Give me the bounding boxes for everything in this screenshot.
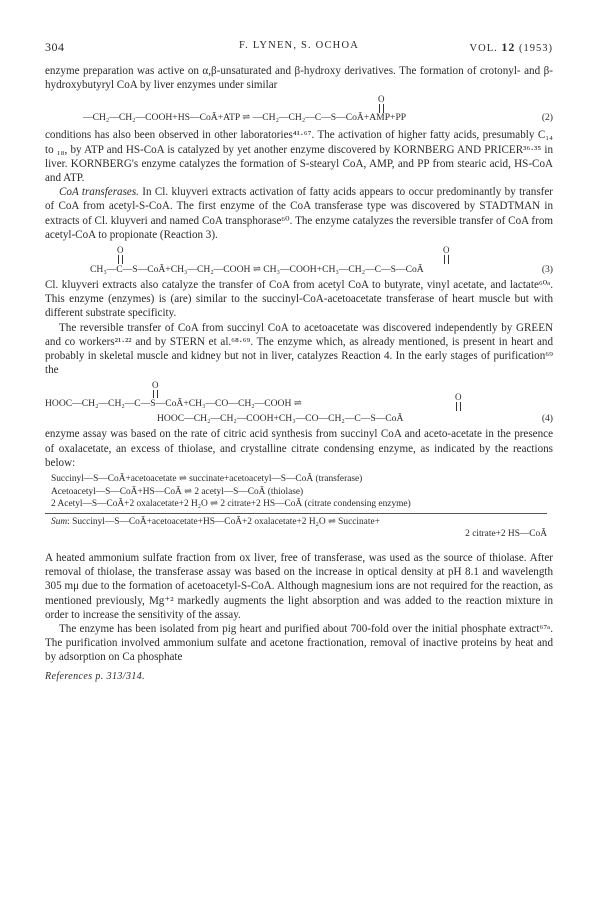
- equation-4-line-1: HOOC—CH₂—CH₂—C—S—CoÃ+CH₃—CO—CH₂—COOH ⇌: [45, 398, 302, 410]
- carbonyl-oxygen-right: O: [455, 392, 462, 403]
- sum-divider: [45, 513, 547, 514]
- equation-2: [45, 94, 553, 128]
- paragraph-2: conditions has also been observed in other laboratories⁴¹·⁶⁷. The activation of higher fatty acids, presumably C₁₄ to ₁₈, by ATP and HS-CoA is catalyzed by yet another enzyme discovered by KORNBERG AND PRICER³⁶·³⁵ in liver. KORNBERG's enzyme catalyzes the formation of S-stearyl CoA, AMP, and PP from stearic acid, HS-CoA and ATP.: [45, 129, 553, 185]
- paragraph-6: enzyme assay was based on the rate of citric acid synthesis from succinyl CoA and aceto-acetate in the presence of oxalacetate, an excess of thiolase, and crystalline citrate condensing enzyme, as indicated by the reactions below:: [45, 428, 553, 469]
- paragraph-4: Cl. kluyveri extracts also catalyze the transfer of CoA from acetyl CoA to butyrate, vinyl acetate, and lactate⁶⁰ᵃ. This enzyme (enzymes) is (are) similar to the succinyl-CoA-acetoacetate transferase of heart muscle but with different substrate specificity.: [45, 279, 553, 320]
- equation-2-formula: —CH₂—CH₂—COOH+HS—CoÃ+ATP ⇌ —CH₂—CH₂—C—S—CoÃ+AMP+PP: [83, 112, 407, 124]
- reaction-line: Succinyl—S—CoÃ+acetoacetate ⇌ succinate+acetoacetyl—S—CoÃ (transferase): [51, 474, 363, 485]
- paragraph-3: CoA transferases. In Cl. kluyveri extracts activation of fatty acids appears to occur predominantly by transfer of CoA from acetyl-S-CoA. The first enzyme of the CoA transferase type was discovered by STADTMAN in extracts of Cl. kluyveri and named CoA transphorase⁶⁰. The enzyme catalyzes the reversible transfer of CoA from acetyl-CoA to propionate (Reaction 3).: [45, 186, 553, 241]
- references-footer: References p. 313/314.: [45, 670, 146, 682]
- double-bond-left: [118, 255, 123, 264]
- carbonyl-oxygen-right: O: [443, 245, 450, 256]
- paragraph-1: enzyme preparation was active on α,β-unsaturated and β-hydroxy derivatives. The formation of crotonyl- and β-hydroxybutyryl CoA by liver enzymes under similar: [45, 65, 553, 92]
- carbonyl-oxygen-left: O: [117, 245, 124, 256]
- equation-4-number: (4): [541, 413, 553, 425]
- carbonyl-oxygen-left: O: [152, 380, 159, 391]
- reaction-list: [45, 473, 553, 541]
- volume-number: 12: [501, 40, 516, 54]
- double-bond-right: [444, 255, 449, 264]
- volume-info: VOL. 12 (1953): [469, 40, 553, 54]
- sum-reaction-line-2: 2 citrate+2 HS—CoÃ: [465, 529, 547, 540]
- double-bond-right: [456, 402, 461, 411]
- paragraph-5: The reversible transfer of CoA from succinyl CoA to acetoacetate was discovered independently by GREEN and co workers²¹·²² and by STERN et al.⁶⁸·⁶⁹. The enzyme which, as already mentioned, is present in heart and probably in skeletal muscle and kidney but not in liver, catalyzes Reaction 4. In the early stages of purification⁶⁹ the: [45, 321, 553, 377]
- sum-reaction-line-1: Sum: Succinyl—S—CoÃ+acetoacetate+HS—CoÃ+2 oxalacetate+2 H₂O ⇌ Succinate+: [51, 516, 380, 527]
- sum-label: Sum: [51, 516, 68, 527]
- page-number: 304: [45, 40, 65, 54]
- carbonyl-oxygen: O: [378, 94, 385, 105]
- reaction-line: Acetoacetyl—S—CoÃ+HS—CoÃ ⇌ 2 acetyl—S—CoÃ (thiolase): [51, 486, 304, 497]
- equation-4: [45, 379, 553, 427]
- running-header: [45, 40, 553, 64]
- equation-3-formula: CH₃—C—S—CoÃ+CH₃—CH₂—COOH ⇌ CH₃—COOH+CH₃—CH₂—C—S—CoÃ: [90, 264, 424, 276]
- journal-page: [45, 40, 553, 682]
- equation-3: [45, 244, 553, 278]
- reaction-line: 2 Acetyl—S—CoÃ+2 oxalacetate+2 H₂O ⇌ 2 citrate+2 HS—CoÃ (citrate condensing enzyme): [51, 499, 411, 510]
- section-heading: CoA transferases.: [59, 186, 139, 199]
- equation-2-number: (2): [541, 112, 553, 124]
- equation-4-line-2: HOOC—CH₂—CH₂—COOH+CH₃—CO—CH₂—C—S—CoÃ: [157, 413, 404, 425]
- paragraph-8: The enzyme has been isolated from pig heart and purified about 700-fold over the initial phosphate extract⁶⁷ᵃ. The purification involved ammonium sulfate and acetone fractionation, removal of inactive proteins by heat and by adsorption on Ca phosphate: [45, 623, 553, 664]
- equation-3-number: (3): [541, 264, 553, 276]
- running-authors: F. LYNEN, S. OCHOA: [238, 40, 360, 51]
- paragraph-7: A heated ammonium sulfate fraction from ox liver, free of transferase, was used as the source of thiolase. After removal of thiolase, the transferase assay was based on the increase in optical density at pH 8.1 and wavelength 305 mμ due to the formation of acetoacetyl-S-CoA. Although magnesium ions are not required for the reaction, as mentioned previously, Mg⁺² markedly augments the light absorption and was added to the reaction mixture in order to increase the sensitivity of the assay.: [45, 552, 553, 621]
